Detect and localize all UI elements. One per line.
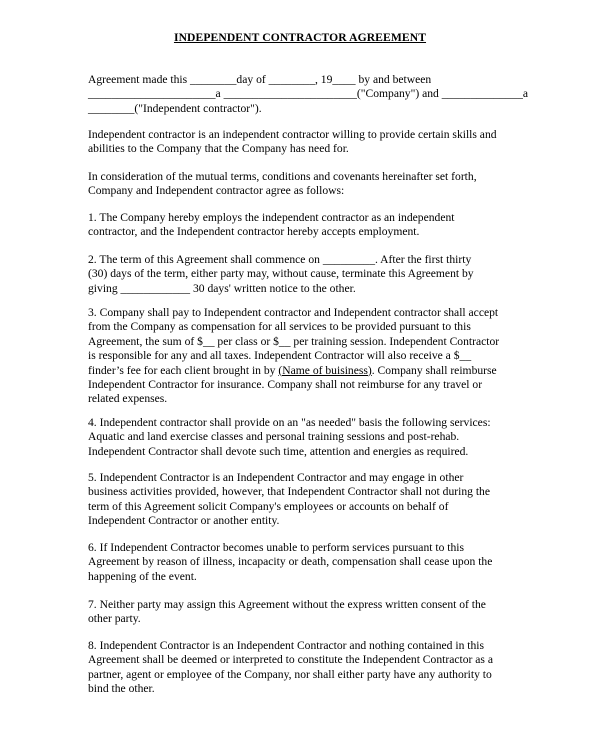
clause-1 [88, 211, 528, 240]
clause-line: 7. Neither party may assign this Agreement without the express written consent of the [88, 598, 486, 611]
clause-line: happening of the event. [88, 569, 197, 583]
clause-4 [88, 416, 528, 459]
clause-line: 5. Independent Contractor is an Independent Contractor and may engage in other [88, 471, 464, 484]
clause-line: Agreement shall be deemed or interpreted to constitute the Independent Contractor as a [88, 653, 493, 667]
clause-6 [88, 541, 528, 584]
clause-line: 4. Independent contractor shall provide on an "as needed" basis the following services: [88, 416, 491, 429]
clause-line: term of this Agreement solicit Company's employees or accounts on behalf of [88, 499, 449, 513]
document-title: INDEPENDENT CONTRACTOR AGREEMENT [173, 31, 427, 44]
intro-paragraph [88, 73, 528, 116]
clause-2 [88, 253, 528, 296]
clause-line: 2. The term of this Agreement shall commence on _________. After the first thirty [88, 253, 472, 266]
intro-line: Agreement made this ________day of ________, 19____ by and between [88, 73, 432, 86]
clause-line: 8. Independent Contractor is an Independent Contractor and nothing contained in this [88, 639, 485, 652]
clause-line: Agreement, the sum of $__ per class or $__ per training session. Independent Contractor [88, 334, 500, 348]
paragraph-line: In consideration of the mutual terms, conditions and covenants hereinafter set forth, [88, 170, 477, 183]
clause-text: . Company shall reimburse [371, 363, 497, 377]
business-name-placeholder: (Name of buisiness) [278, 363, 372, 377]
clause-line: other party. [88, 612, 141, 626]
paragraph-line: Independent contractor is an independent contractor willing to provide certain skills and [88, 128, 497, 141]
clause-line: partner, agent or employee of the Company, nor shall either party have any authority to [88, 667, 492, 681]
clause-line: giving ____________ 30 days' written notice to the other. [88, 281, 356, 295]
clause-line: 6. If Independent Contractor becomes unable to perform services pursuant to this [88, 541, 465, 554]
clause-line: business activities provided, however, that Independent Contractor shall not during the [88, 485, 490, 499]
clause-line: 3. Company shall pay to Independent contractor and Independent contractor shall accept [88, 306, 499, 319]
clause-line: related expenses. [88, 392, 168, 406]
clause-5 [88, 471, 528, 529]
clause-3 [88, 306, 528, 407]
clause-line: (30) days of the term, either party may, without cause, terminate this Agreement by [88, 267, 474, 281]
intro-line: ______________________a _______________________("Company") and ______________a [88, 87, 529, 101]
clause-line: bind the other. [88, 682, 155, 696]
clause-line: 1. The Company hereby employs the independent contractor as an independent [88, 211, 455, 224]
skills-paragraph [88, 128, 528, 157]
clause-7 [88, 598, 528, 627]
clause-line: Agreement by reason of illness, incapacity or death, compensation shall cease upon the [88, 555, 493, 569]
intro-line: ________("Independent contractor"). [88, 101, 262, 115]
clause-text: finder’s fee for each client brought in by [88, 363, 279, 377]
clause-line: from the Company as compensation for all services to be provided pursuant to this [88, 320, 471, 334]
paragraph-line: abilities to the Company that the Company has need for. [88, 142, 349, 156]
clause-line: is responsible for any and all taxes. Independent Contractor will also receive a $__ [88, 349, 472, 363]
clause-line: Independent Contractor for insurance. Company shall not reimburse for any travel or [88, 378, 483, 392]
clause-line: Aquatic and land exercise classes and personal training sessions and post-rehab. [88, 430, 460, 444]
paragraph-line: Company and Independent contractor agree as follows: [88, 184, 345, 198]
clause-8 [88, 639, 528, 697]
clause-line [88, 364, 528, 378]
clause-line: Independent Contractor shall devote such time, attention and energies as required. [88, 444, 469, 458]
clause-line: contractor, and the Independent contractor hereby accepts employment. [88, 225, 420, 239]
clause-line: Independent Contractor or another entity. [88, 514, 280, 528]
consideration-paragraph [88, 170, 528, 199]
